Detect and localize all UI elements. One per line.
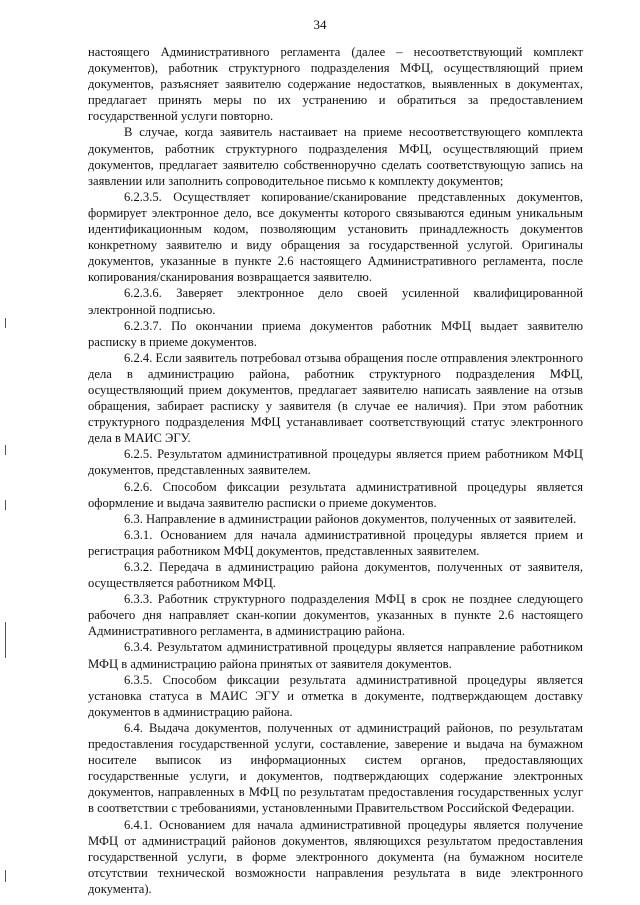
margin-scan-mark bbox=[5, 445, 6, 455]
margin-scan-mark bbox=[5, 318, 6, 328]
paragraph: 6.4.1. Основанием для начала административной процедуры является получение МФЦ от администраций районов документов, являющихся результатом предоставления государственной услуги, в форме электронного документа (на бумажном носителе отсутствии технической возможности направления результата в виде электронного документа). bbox=[88, 817, 583, 896]
paragraph: 6.2.6. Способом фиксации результата административной процедуры является оформление и выдача заявителю расписки о приеме документов. bbox=[88, 479, 583, 510]
paragraph: 6.2.4. Если заявитель потребовал отзыва обращения после отправления электронного дела в администрацию района, работник структурного подразделения МФЦ, осуществляющий прием документов, предлагает заявителю написать заявление на отзыв обращения, забирает расписку у заявителя (в случае ее наличия). При этом работник структурного подразделения МФЦ устанавливает соответствующий статус электронного дела в МАИС ЭГУ. bbox=[88, 350, 583, 446]
paragraph: 6.2.3.6. Заверяет электронное дело своей усиленной квалифицированной электронной подписью. bbox=[88, 286, 583, 317]
document-body bbox=[88, 44, 583, 897]
margin-scan-mark bbox=[5, 500, 6, 510]
paragraph: 6.3. Направление в администрации районов документов, полученных от заявителей. bbox=[124, 511, 577, 526]
paragraph: 6.3.5. Способом фиксации результата административной процедуры является установка статуса в МАИС ЭГУ и отметка в документе, подтверждающем доставку документов в администрацию района. bbox=[88, 672, 583, 719]
paragraph: 6.3.3. Работник структурного подразделения МФЦ в срок не позднее следующего рабочего дня направляет скан-копии документов, указанных в пункте 2.6 настоящего Административного регламента, в администрацию района. bbox=[88, 592, 583, 639]
paragraph: настоящего Административного регламента (далее – несоответствующий комплект документов), работник структурного подразделения МФЦ, осуществляющий прием документов, разъясняет заявителю содержание недостатков, выявленных в документах, предлагает принять меры по их устранению и обратиться за предоставлением государственной услуги повторно. bbox=[88, 45, 583, 124]
page-number: 34 bbox=[313, 17, 327, 32]
paragraph: 6.3.2. Передача в администрацию района документов, полученных от заявителя, осуществляется работником МФЦ. bbox=[88, 560, 583, 591]
paragraph: 6.2.3.7. По окончании приема документов работник МФЦ выдает заявителю расписку в приеме документов. bbox=[88, 318, 583, 349]
margin-scan-mark bbox=[5, 870, 6, 882]
paragraph: 6.3.1. Основанием для начала административной процедуры является прием и регистрация работником МФЦ документов, представленных заявителем. bbox=[88, 527, 583, 558]
margin-scan-mark bbox=[5, 622, 6, 658]
paragraph: 6.2.3.5. Осуществляет копирование/сканирование представленных документов, формирует электронное дело, все документы которого связываются единым уникальным идентификационным кодом, позволяющим установить принадлежность документов конкретному заявителю и виду обращения за государственной услугой. Оригиналы документов, указанные в пункте 2.6 настоящего Административного регламента, после копирования/сканирования возвращается заявителю. bbox=[88, 189, 583, 285]
paragraph: 6.3.4. Результатом административной процедуры является направление работником МФЦ в администрацию района принятых от заявителя документов. bbox=[88, 640, 583, 671]
paragraph: 6.4. Выдача документов, полученных от администраций районов, по результатам предоставления государственной услуги, составление, заверение и выдача на бумажном носителе выписок из информационных систем органов, предоставляющих государственные услуги, и документов, подтверждающих содержание электронных документов, направленных в МФЦ по результатам предоставления государственных услуг в соответствии с требованиями, установленными Правительством Российской Федерации. bbox=[88, 720, 583, 816]
paragraph: 6.2.5. Результатом административной процедуры является прием работником МФЦ документов, представленных заявителем. bbox=[88, 447, 583, 478]
paragraph: В случае, когда заявитель настаивает на приеме несоответствующего комплекта документов, работник структурного подразделения МФЦ, осуществляющий прием документов, предлагает заявителю собственноручно сделать соответствующую запись на заявлении или заполнить сопроводительное письмо к комплекту документов; bbox=[88, 125, 583, 188]
